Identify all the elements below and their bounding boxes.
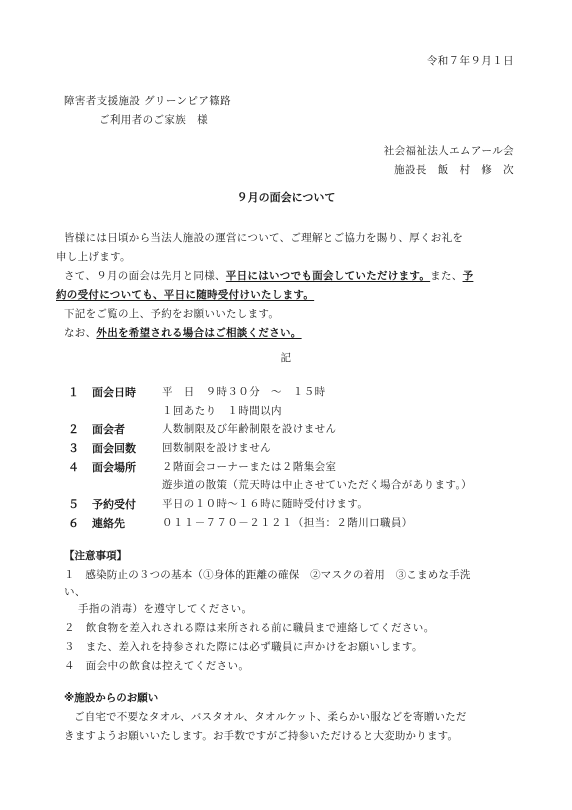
item-number: ５ xyxy=(68,498,79,511)
paragraph-request: 下記をご覧の上、予約をお願いいたします。 xyxy=(64,308,280,320)
reservation-emphasis-start: 予 xyxy=(462,270,474,282)
visit-weekday-emphasis: 平日にはいつでも面会していただけます。 xyxy=(225,270,431,282)
request-line2: きますようお願いいたします。お手数ですがご持参いただけると大変助かります。 xyxy=(64,730,459,742)
visit-also-text: また、 xyxy=(430,270,463,282)
item-value-visit-time: 平 日 ９時３０分 ～ １５時 xyxy=(162,386,326,398)
note-item-1-line2: い、 xyxy=(64,586,86,598)
paragraph-greeting-line1: 皆様には日頃から当法人施設の運営について、ご理解とご協力を賜り、厚くお礼を xyxy=(64,232,464,244)
notes-heading: 【注意事項】 xyxy=(64,550,127,562)
item-label-location: 面会場所 xyxy=(92,461,136,474)
item-number: ３ xyxy=(68,442,79,455)
document-date: 令和７年９月１日 xyxy=(426,55,514,67)
item-label-frequency: 面会回数 xyxy=(92,442,136,455)
item-value-contact: ０１１－７７０－２１２１（担当：２階川口職員） xyxy=(162,517,413,529)
item-number: ２ xyxy=(68,423,79,436)
paragraph-greeting-line2: 申し上げます。 xyxy=(56,251,131,263)
item-value-walkway: 遊歩道の散策（荒天時は中止させていただく場合があります。） xyxy=(162,479,473,491)
note-item-1-line3: 手指の消毒）を遵守してください。 xyxy=(78,603,253,615)
item-value-reservation: 平日の１０時～１６時に随時受付けます。 xyxy=(162,498,369,510)
paragraph-outing xyxy=(56,324,516,343)
item-label-visitors: 面会者 xyxy=(92,423,125,436)
item-value-frequency: 回数制限を設けません xyxy=(162,442,271,454)
page-title: ９月の面会について xyxy=(236,191,336,204)
note-item-1-line1: １ 感染防止の３つの基本（①身体的距離の確保 ②マスクの着用 ③こまめな手洗 xyxy=(64,569,471,581)
item-number: ６ xyxy=(68,517,79,530)
item-number: ４ xyxy=(68,461,79,474)
outing-intro-text: なお、 xyxy=(64,327,97,339)
request-line1: ご自宅で不要なタオル、バスタオル、タオルケット、柔らかい服などを寄贈いただ xyxy=(74,711,467,723)
item-value-visit-duration: １回あたり １時間以内 xyxy=(162,405,282,417)
sender-director: 施設長 飯 村 修 次 xyxy=(394,164,514,176)
reservation-emphasis: 約の受付についても、平日に随時受付けいたします。 xyxy=(56,289,315,301)
item-label-contact: 連絡先 xyxy=(92,517,125,530)
item-number: １ xyxy=(68,386,79,399)
body-text xyxy=(56,229,516,343)
sender-organization: 社会福祉法人エムアール会 xyxy=(383,145,514,157)
request-heading: ※施設からのお願い xyxy=(64,692,159,704)
paragraph-visit-line2 xyxy=(56,286,516,305)
outing-emphasis: 外出を希望される場合はご相談ください。 xyxy=(96,327,302,339)
note-item-2: ２ 飲食物を差入れされる際は来所される前に職員まで連絡してください。 xyxy=(64,622,435,634)
item-label-reservation: 予約受付 xyxy=(92,498,136,511)
note-item-3: ３ また、差入れを持参された際には必ず職員に声かけをお願いします。 xyxy=(64,641,423,653)
ki-marker: 記 xyxy=(280,352,292,364)
recipient-facility: 障害者支援施設 グリーンピア篠路 xyxy=(64,95,232,107)
visit-intro-text: さて、９月の面会は先月と同様、 xyxy=(64,270,226,282)
item-value-location: ２階面会コーナーまたは２階集会室 xyxy=(162,461,337,473)
note-item-4: ４ 面会中の飲食は控えてください。 xyxy=(64,660,250,672)
item-value-visitors: 人数制限及び年齢制限を設けません xyxy=(162,423,337,435)
recipient-family: ご利用者のご家族 様 xyxy=(99,114,208,126)
paragraph-visit-line1 xyxy=(56,267,516,286)
item-label-visit-time: 面会日時 xyxy=(92,386,136,399)
